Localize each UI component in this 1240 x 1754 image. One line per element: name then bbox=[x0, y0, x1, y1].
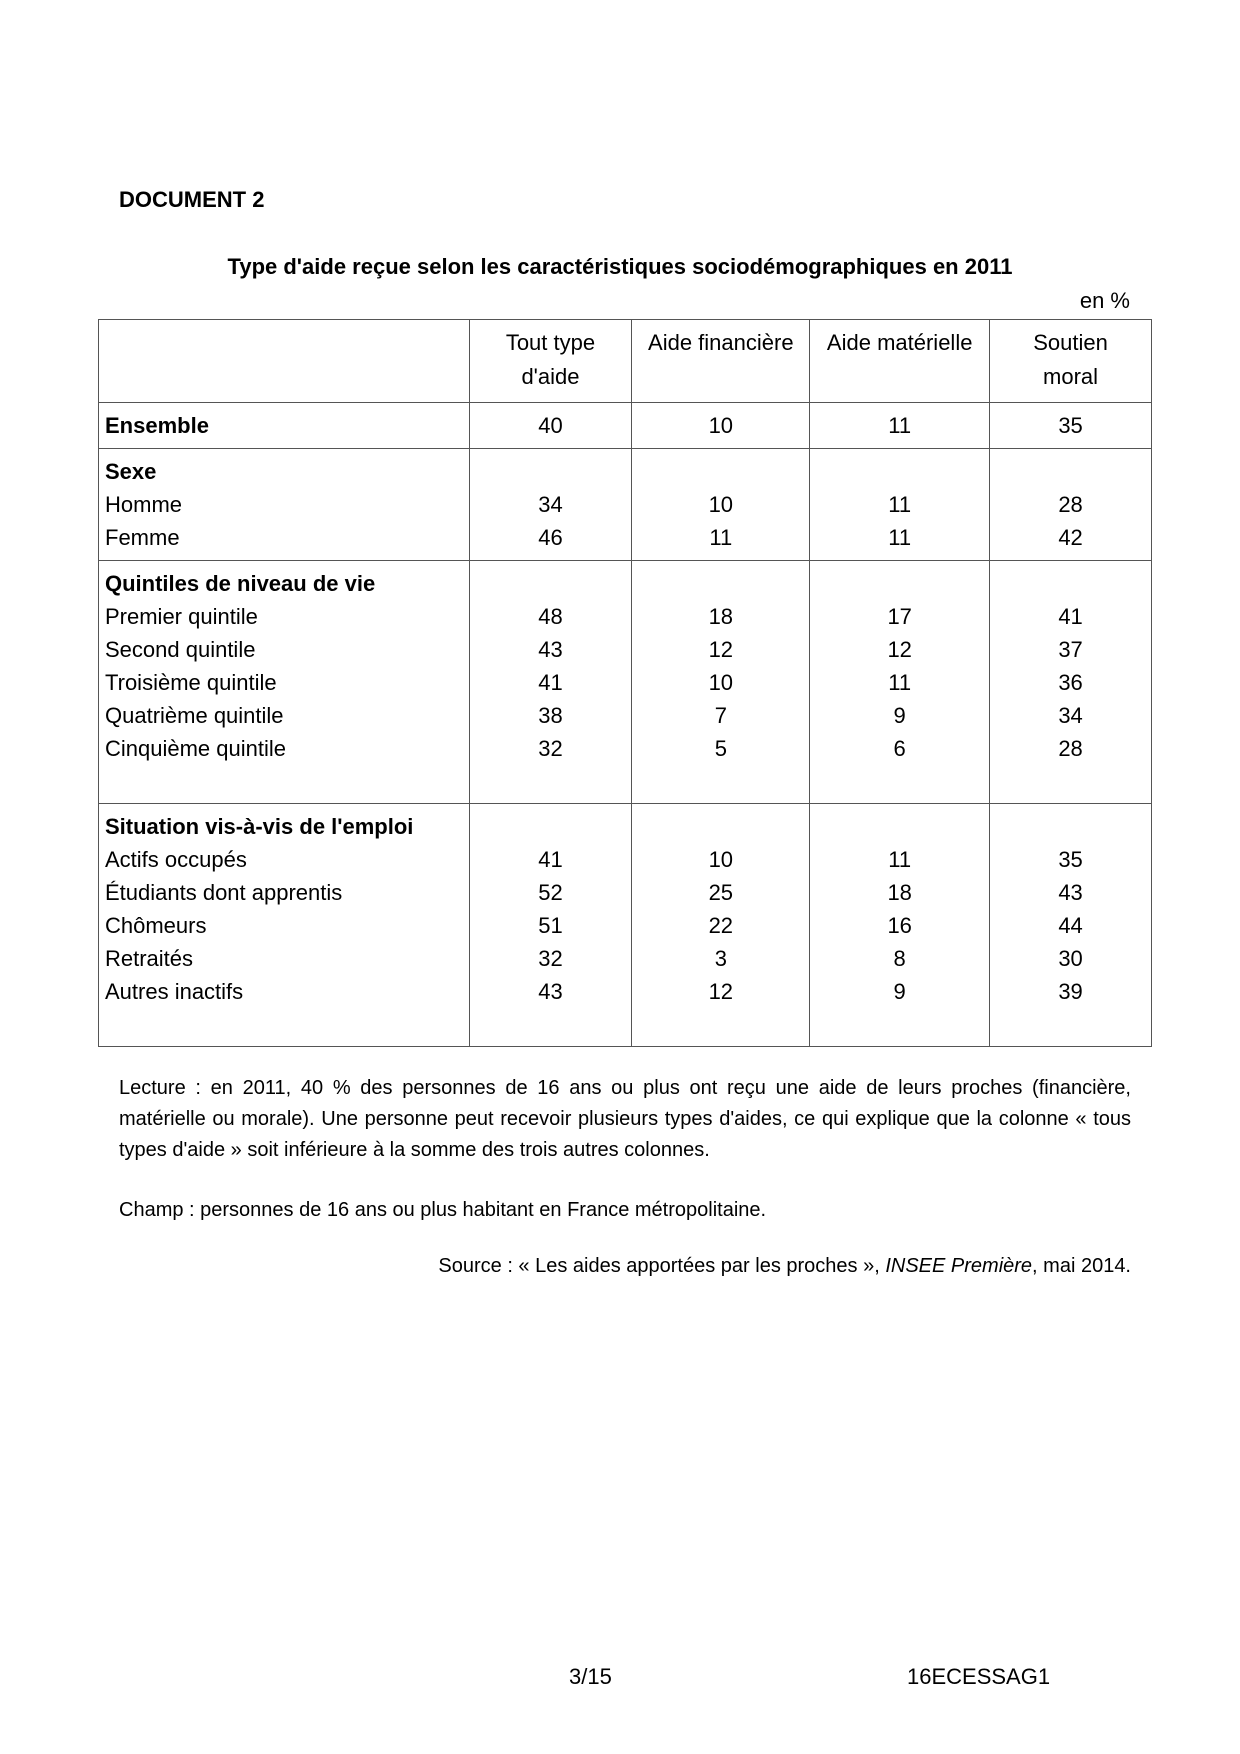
row-label: Homme bbox=[105, 492, 183, 517]
column-values bbox=[990, 449, 1152, 561]
cell-value: 25 bbox=[708, 880, 734, 905]
cell-value: 41 bbox=[538, 670, 563, 695]
cell-value: 35 bbox=[990, 403, 1152, 449]
column-values bbox=[632, 561, 810, 804]
column-values bbox=[810, 804, 990, 1047]
group-labels bbox=[99, 561, 470, 804]
table-row-ensemble bbox=[99, 403, 1152, 449]
cell-value: 43 bbox=[538, 637, 563, 662]
cell-value: 18 bbox=[887, 880, 912, 905]
column-values bbox=[632, 804, 810, 1047]
cell-value: 5 bbox=[714, 736, 727, 761]
cell-value: 18 bbox=[708, 604, 734, 629]
column-values bbox=[810, 561, 990, 804]
cell-value: 11 bbox=[810, 403, 990, 449]
row-label: Femme bbox=[105, 525, 180, 550]
document-label: DOCUMENT 2 bbox=[119, 187, 265, 212]
column-values bbox=[810, 449, 990, 561]
column-header: Aide matérielle bbox=[810, 320, 990, 403]
cell-value: 12 bbox=[708, 979, 734, 1004]
row-label: Autres inactifs bbox=[105, 979, 244, 1004]
cell-value: 10 bbox=[708, 670, 734, 695]
cell-value: 7 bbox=[714, 703, 727, 728]
cell-value: 11 bbox=[709, 525, 733, 550]
cell-value: 9 bbox=[893, 979, 906, 1004]
group-title: Quintiles de niveau de vie bbox=[105, 571, 376, 596]
cell-value: 11 bbox=[888, 847, 912, 872]
spacer bbox=[638, 455, 803, 488]
reading-note: Lecture : en 2011, 40 % des personnes de 16 ans ou plus ont reçu une aide de leurs proches (financière, matérielle ou morale). Une personne peut recevoir plusieurs types d'aides, ce qui explique que la colonne « tous types d'aide » soit inférieure à la somme des trois autres colonnes. bbox=[119, 1077, 1131, 1161]
spacer bbox=[996, 567, 1145, 600]
unit-label: en % bbox=[1079, 288, 1130, 313]
source-publication: INSEE Première bbox=[885, 1255, 1033, 1277]
header-empty bbox=[99, 320, 470, 403]
group-title: Sexe bbox=[105, 459, 157, 484]
cell-value: 10 bbox=[632, 403, 810, 449]
table-group bbox=[99, 449, 1152, 561]
cell-value: 37 bbox=[1058, 637, 1083, 662]
group-title: Situation vis-à-vis de l'emploi bbox=[105, 814, 414, 839]
cell-value: 34 bbox=[1058, 703, 1083, 728]
cell-value: 35 bbox=[1058, 847, 1083, 872]
cell-value: 11 bbox=[888, 525, 912, 550]
table-group bbox=[99, 561, 1152, 804]
row-label: Quatrième quintile bbox=[105, 703, 284, 728]
cell-value: 8 bbox=[893, 946, 906, 971]
column-values bbox=[469, 561, 632, 804]
cell-value: 28 bbox=[1058, 736, 1083, 761]
spacer bbox=[476, 455, 626, 488]
cell-value: 12 bbox=[887, 637, 912, 662]
page-number: 3/15 bbox=[569, 1664, 612, 1689]
spacer bbox=[816, 567, 983, 600]
cell-value: 46 bbox=[538, 525, 563, 550]
table-title: Type d'aide reçue selon les caractéristiques sociodémographiques en 2011 bbox=[227, 254, 1013, 279]
table-group bbox=[99, 804, 1152, 1047]
column-header: Aide financière bbox=[632, 320, 810, 403]
column-values bbox=[469, 804, 632, 1047]
cell-value: 30 bbox=[1058, 946, 1083, 971]
group-labels bbox=[99, 449, 470, 561]
cell-value: 48 bbox=[538, 604, 563, 629]
cell-value: 6 bbox=[893, 736, 906, 761]
column-values bbox=[990, 561, 1152, 804]
column-values bbox=[990, 804, 1152, 1047]
scope-note: Champ : personnes de 16 ans ou plus habitant en France métropolitaine. bbox=[119, 1199, 767, 1221]
row-label: Actifs occupés bbox=[105, 847, 247, 872]
cell-value: 11 bbox=[888, 670, 912, 695]
spacer bbox=[476, 567, 626, 600]
header-row bbox=[99, 320, 1152, 403]
cell-value: 52 bbox=[538, 880, 563, 905]
cell-value: 22 bbox=[708, 913, 734, 938]
row-label: Chômeurs bbox=[105, 913, 207, 938]
cell-value: 44 bbox=[1058, 913, 1083, 938]
cell-value: 10 bbox=[708, 847, 734, 872]
cell-value: 41 bbox=[538, 847, 563, 872]
cell-value: 9 bbox=[893, 703, 906, 728]
cell-value: 28 bbox=[1058, 492, 1083, 517]
cell-value: 51 bbox=[538, 913, 563, 938]
cell-value: 12 bbox=[708, 637, 734, 662]
source-suffix: , mai 2014. bbox=[1032, 1255, 1131, 1277]
column-values bbox=[632, 449, 810, 561]
cell-value: 40 bbox=[469, 403, 632, 449]
cell-value: 43 bbox=[1058, 880, 1083, 905]
spacer bbox=[816, 810, 983, 843]
cell-value: 32 bbox=[538, 736, 563, 761]
row-label: Étudiants dont apprentis bbox=[105, 880, 343, 905]
spacer bbox=[638, 567, 803, 600]
cell-value: 16 bbox=[887, 913, 912, 938]
document-code: 16ECESSAG1 bbox=[907, 1664, 1051, 1689]
cell-value: 3 bbox=[714, 946, 727, 971]
row-label: Cinquième quintile bbox=[105, 736, 286, 761]
row-label: Premier quintile bbox=[105, 604, 258, 629]
cell-value: 36 bbox=[1058, 670, 1083, 695]
cell-value: 32 bbox=[538, 946, 563, 971]
spacer bbox=[476, 810, 626, 843]
row-label: Troisième quintile bbox=[105, 670, 277, 695]
cell-value: 39 bbox=[1058, 979, 1083, 1004]
cell-value: 10 bbox=[708, 492, 734, 517]
spacer bbox=[996, 455, 1145, 488]
data-table bbox=[98, 319, 1152, 1047]
row-label: Ensemble bbox=[99, 403, 470, 449]
group-labels bbox=[99, 804, 470, 1047]
spacer bbox=[996, 810, 1145, 843]
column-header: Soutien moral bbox=[990, 320, 1152, 403]
column-values bbox=[469, 449, 632, 561]
source-prefix: Source : « Les aides apportées par les proches », bbox=[438, 1255, 886, 1277]
row-label: Second quintile bbox=[105, 637, 256, 662]
source-note bbox=[438, 1255, 1131, 1278]
spacer bbox=[638, 810, 803, 843]
cell-value: 42 bbox=[1058, 525, 1083, 550]
row-label: Retraités bbox=[105, 946, 194, 971]
cell-value: 41 bbox=[1058, 604, 1083, 629]
cell-value: 43 bbox=[538, 979, 563, 1004]
cell-value: 34 bbox=[538, 492, 563, 517]
spacer bbox=[816, 455, 983, 488]
cell-value: 38 bbox=[538, 703, 563, 728]
column-header: Tout type d'aide bbox=[469, 320, 632, 403]
cell-value: 11 bbox=[888, 492, 912, 517]
cell-value: 17 bbox=[887, 604, 912, 629]
